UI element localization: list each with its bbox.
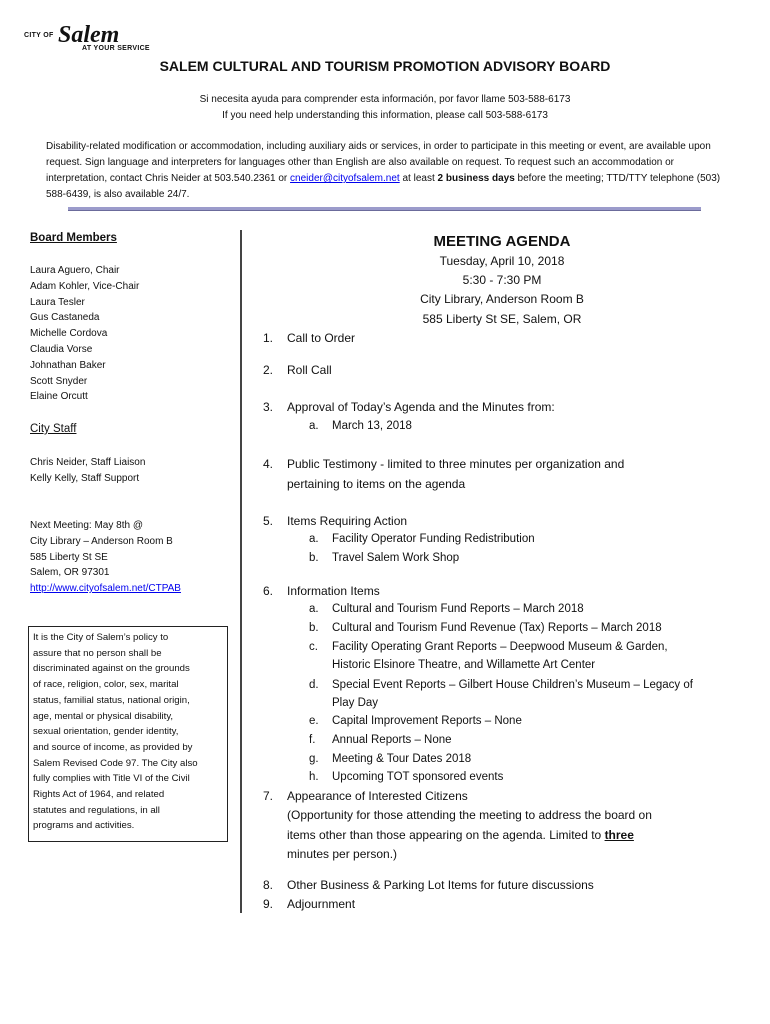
- list-item: Kelly Kelly, Staff Support: [30, 472, 140, 484]
- next-meeting-line: Salem, OR 97301: [30, 567, 110, 579]
- disability-notice: Disability-related modification or accommodation, including auxiliary aids or services, in order to participate in this meeting or event, are available upon request. Sign language and interpreters for languages other than English are also available on request. To request such an accommodation or interpretation, contact Chris Neider at 503.540.2361 or cneider@cityofsalem.net at least 2 business days before the meeting; TTD/TTY telephone (503) 588-6439, is also available 24/7.: [46, 141, 721, 200]
- next-meeting-line: Next Meeting: May 8th @: [30, 520, 143, 531]
- policy-line: and source of income, as provided by: [33, 741, 193, 753]
- policy-line: programs and activities.: [33, 820, 135, 832]
- ctpab-link[interactable]: http://www.cityofsalem.net/CTPAB: [30, 583, 181, 595]
- policy-line: statutes and regulations, in all: [33, 804, 160, 816]
- page-title: SALEM CULTURAL AND TOURISM PROMOTION ADVISORY BOARD: [159, 58, 611, 74]
- board-members-heading: Board Members: [30, 232, 117, 244]
- list-item: Adam Kohler, Vice-Chair: [30, 280, 140, 292]
- policy-line: sexual orientation, gender identity,: [33, 726, 179, 738]
- nondiscrimination-policy-box: [28, 626, 228, 842]
- header-divider: [68, 207, 701, 211]
- meeting-time: 5:30 - 7:30 PM: [462, 273, 542, 288]
- policy-line: assure that no person shall be: [33, 647, 162, 659]
- list-item: Gus Castaneda: [30, 312, 100, 324]
- list-item: Johnathan Baker: [30, 359, 106, 371]
- contact-email-link[interactable]: cneider@cityofsalem.net: [290, 173, 400, 184]
- list-item: Michelle Cordova: [30, 328, 108, 340]
- city-staff-list: [30, 455, 145, 487]
- agenda-header: [390, 233, 614, 329]
- next-meeting-line: 585 Liberty St SE: [30, 551, 108, 563]
- list-item: Elaine Orcutt: [30, 391, 88, 403]
- next-meeting-line: City Library – Anderson Room B: [30, 535, 173, 547]
- board-members-list: [30, 263, 139, 405]
- policy-line: It is the City of Salem’s policy to: [33, 632, 169, 643]
- meeting-date: Tuesday, April 10, 2018: [439, 254, 565, 268]
- city-staff-heading: City Staff: [30, 423, 77, 435]
- list-item: Scott Snyder: [30, 375, 88, 387]
- english-help-line: If you need help understanding this information, please call 503-588-6173: [222, 110, 548, 121]
- city-of-salem-logo: [22, 24, 162, 58]
- logo-salem: Salem: [58, 22, 120, 48]
- policy-line: age, mental or physical disability,: [33, 710, 174, 722]
- meeting-location: City Library, Anderson Room B: [420, 292, 584, 307]
- logo-tagline: AT YOUR SERVICE: [82, 45, 150, 52]
- policy-line: of race, religion, color, sex, marital: [33, 679, 179, 691]
- policy-line: status, familial status, national origin,: [33, 694, 190, 706]
- column-divider: [240, 230, 242, 913]
- list-item: Chris Neider, Staff Liaison: [30, 457, 146, 468]
- policy-line: discriminated against on the grounds: [33, 663, 190, 675]
- policy-line: fully complies with Title VI of the Civil: [33, 773, 190, 785]
- list-item: Laura Aguero, Chair: [30, 265, 120, 276]
- agenda-title: MEETING AGENDA: [433, 233, 571, 250]
- meeting-address: 585 Liberty St SE, Salem, OR: [422, 311, 582, 326]
- list-item: Claudia Vorse: [30, 343, 93, 355]
- policy-line: Rights Act of 1964, and related: [33, 789, 165, 801]
- next-meeting-info: [30, 518, 181, 597]
- spanish-help-line: Si necesita ayuda para comprender esta información, por favor llame 503-588-6173: [199, 94, 571, 105]
- logo-city-of: CITY OF: [24, 32, 54, 39]
- policy-line: Salem Revised Code 97. The City also: [33, 757, 198, 769]
- list-item: Laura Tesler: [30, 296, 85, 308]
